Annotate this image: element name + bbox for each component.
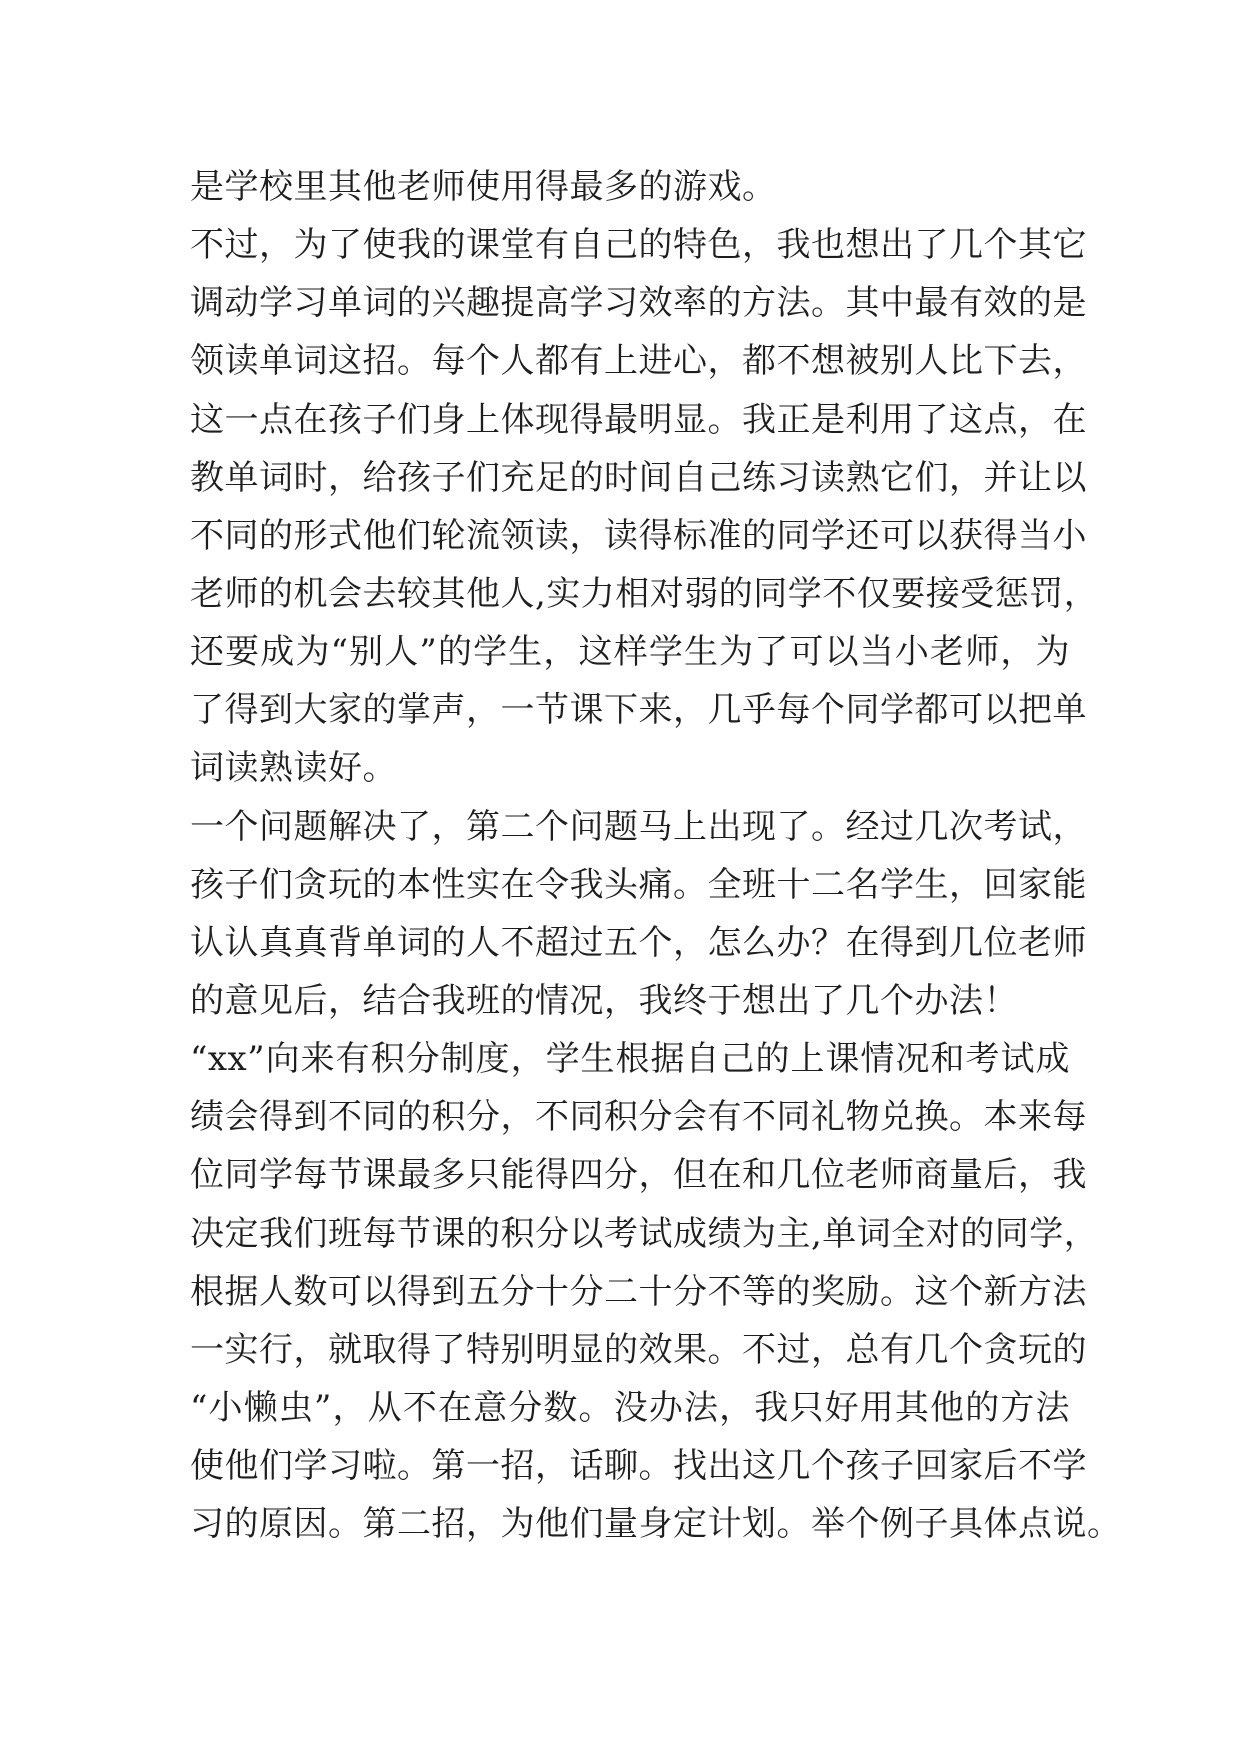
text-line: 习的原因。第二招，为他们量身定计划。举个例子具体点说。 <box>190 1504 1122 1545</box>
body-text <box>190 158 1122 1553</box>
text-line: 认认真真背单词的人不超过五个，怎么办？在得到几位老师 <box>190 922 1087 963</box>
text-line: 老师的机会去较其他人,实力相对弱的同学不仅要接受惩罚， <box>190 573 1099 614</box>
text-line: 是学校里其他老师使用得最多的游戏。 <box>190 167 777 207</box>
text-line: 不同的形式他们轮流领读，读得标准的同学还可以获得当小 <box>190 515 1087 556</box>
text-line: 调动学习单词的兴趣提高学习效率的方法。其中最有效的是 <box>190 283 1087 324</box>
text-line: 孩子们贪玩的本性实在令我头痛。全班十二名学生，回家能 <box>190 864 1087 905</box>
text-line: 的意见后，结合我班的情况，我终于想出了几个办法！ <box>190 980 1018 1021</box>
text-line: “xx”向来有积分制度，学生根据自己的上课情况和考试成 <box>190 1039 1070 1080</box>
text-line: 词读熟读好。 <box>190 748 397 789</box>
text-line: 还要成为“别人”的学生，这样学生为了可以当小老师，为 <box>190 632 1070 673</box>
text-line: 位同学每节课最多只能得四分，但在和几位老师商量后，我 <box>190 1155 1087 1196</box>
text-line: 不过，为了使我的课堂有自己的特色，我也想出了几个其它 <box>190 225 1087 266</box>
text-line: 一实行，就取得了特别明显的效果。不过，总有几个贪玩的 <box>190 1329 1087 1370</box>
text-line: 教单词时，给孩子们充足的时间自己练习读熟它们，并让以 <box>190 457 1087 498</box>
text-line: 了得到大家的掌声，一节课下来，几乎每个同学都可以把单 <box>190 690 1087 731</box>
text-line: 绩会得到不同的积分，不同积分会有不同礼物兑换。本来每 <box>190 1097 1087 1138</box>
text-line: 这一点在孩子们身上体现得最明显。我正是利用了这点，在 <box>190 399 1087 440</box>
text-line: 决定我们班每节课的积分以考试成绩为主,单词全对的同学， <box>190 1213 1099 1254</box>
text-line: 一个问题解决了，第二个问题马上出现了。经过几次考试， <box>190 806 1087 847</box>
text-line: 领读单词这招。每个人都有上进心，都不想被别人比下去， <box>190 341 1087 382</box>
text-line: “小懒虫”，从不在意分数。没办法，我只好用其他的方法 <box>190 1387 1070 1428</box>
text-line: 根据人数可以得到五分十分二十分不等的奖励。这个新方法 <box>190 1271 1087 1312</box>
text-line: 使他们学习啦。第一招，话聊。找出这几个孩子回家后不学 <box>190 1446 1087 1487</box>
